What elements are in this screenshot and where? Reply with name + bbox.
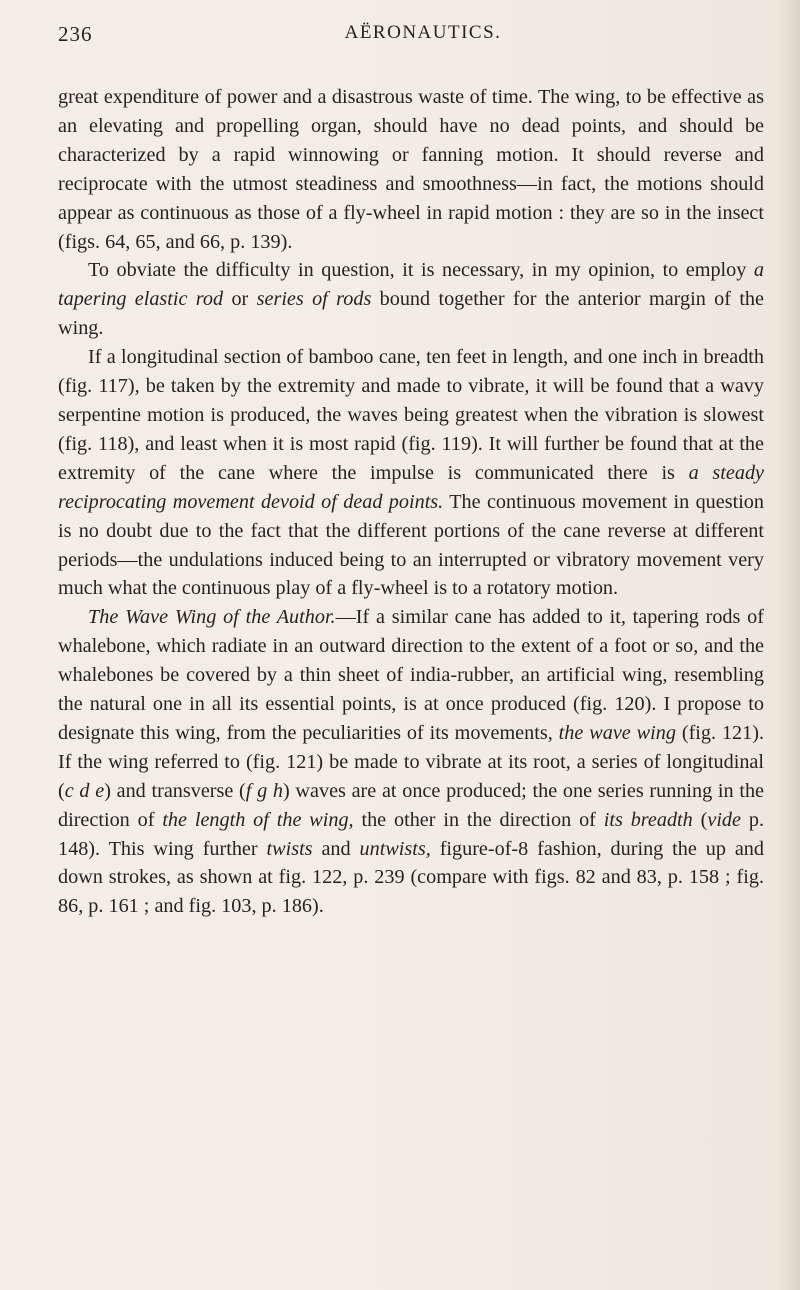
- text-run: the other in the direction of: [353, 808, 604, 831]
- text-run: (: [692, 808, 708, 831]
- italic-text-run: a tapering elastic rod: [58, 259, 764, 311]
- italic-text-run: the length of the wing,: [162, 808, 354, 831]
- text-run: ) waves are at once produced; the one series running in the direction of: [58, 779, 765, 831]
- italic-text-run: twists: [266, 837, 313, 860]
- text-run: p. 148). This wing further: [58, 808, 764, 860]
- text-run: and: [312, 837, 360, 860]
- body-text: [58, 83, 764, 921]
- italic-text-run: series of rods: [256, 288, 372, 311]
- italic-text-run: vide: [707, 808, 741, 831]
- text-run: bound together for the anterior margin of the wing.: [58, 288, 764, 340]
- text-run: The continuous movement in question is no doubt due to the fact that the different portions of the cane reverse at different periods—the undulations induced being to an interrupted or vibratory movement very much what the continuous play of a fly-wheel is to a rotatory motion.: [58, 490, 764, 600]
- paragraph-2: [58, 256, 764, 343]
- page-number: 236: [58, 22, 93, 46]
- italic-text-run: the wave wing: [558, 721, 676, 744]
- italic-text-run: untwists,: [359, 837, 431, 860]
- paragraph-3: [58, 343, 764, 603]
- text-run: If a longitudinal section of bamboo cane, ten feet in length, and one inch in breadth (fig. 117), be taken by the extremity and made to vibrate, it will be found that a wavy serpentine motion is produced, the waves being greatest when the vibration is slowest (fig. 118), and least when it is most rapid (fig. 119). It will further be found that at the extremity of the cane where the impulse is communicated there is: [58, 346, 764, 484]
- italic-text-run: a steady reciprocating movement devoid of dead points.: [58, 461, 764, 513]
- italic-text-run: The Wave Wing of the Author.: [88, 606, 336, 629]
- italic-text-run: its breadth: [603, 808, 693, 831]
- text-run: great expenditure of power and a disastrous waste of time. The wing, to be effective as an elevating and propelling organ, should have no dead points, and should be characterized by a rapid winnowing or fanning motion. It should reverse and reciprocate with the utmost steadiness and smoothness—in fact, the motions should appear as continuous as those of a fly-wheel in rapid motion : they are so in the insect (figs. 64, 65, and 66, p. 139).: [58, 86, 764, 253]
- text-run: To obviate the difficulty in question, it is necessary, in my opinion, to employ: [88, 259, 754, 282]
- text-run: ) and transverse (: [104, 779, 246, 802]
- italic-text-run: c d e: [64, 779, 105, 802]
- italic-text-run: f g h: [245, 779, 283, 802]
- running-head: [58, 22, 758, 52]
- page-edge-shadow: [778, 0, 800, 1290]
- text-run: —If a similar cane has added to it, tapering rods of whalebone, which radiate in an outward direction to the extent of a foot or so, and the whalebones be covered by a thin sheet of india-rubber, an artificial wing, resembling the natural one in all its essential points, is at once produced (fig. 120). I propose to designate this wing, from the peculiarities of its movements,: [58, 606, 764, 744]
- paragraph-4: [58, 603, 764, 921]
- running-title: AËRONAUTICS.: [344, 22, 502, 43]
- text-run: (fig. 121). If the wing referred to (fig. 121) be made to vibrate at its root, a series of longitudinal (: [58, 721, 765, 802]
- text-run: figure-of-8 fashion, during the up and down strokes, as shown at fig. 122, p. 239 (compare with figs. 82 and 83, p. 158 ; fig. 86, p. 161 ; and fig. 103, p. 186).: [58, 837, 764, 918]
- text-run: or: [223, 288, 257, 311]
- paragraph-1: [58, 83, 764, 256]
